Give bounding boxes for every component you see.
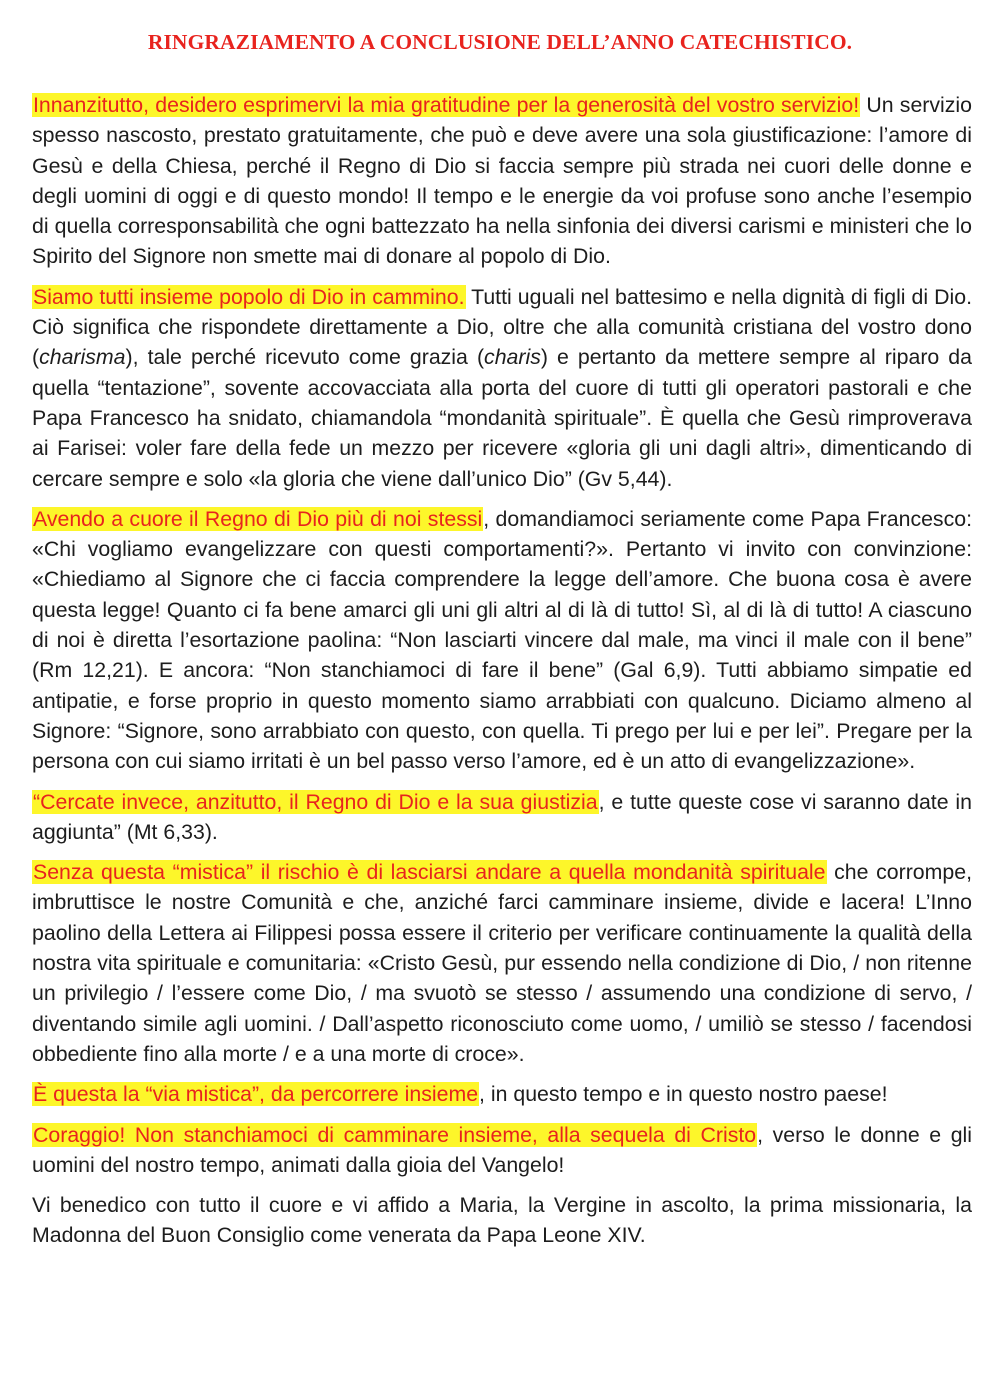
highlighted-phrase: “Cercate invece, anzitutto, il Regno di Dio e la sua giustizia bbox=[33, 789, 598, 814]
paragraph-benedizione bbox=[32, 1190, 972, 1251]
highlighted-phrase: È questa la “via mistica”, da percorrere insieme bbox=[33, 1082, 479, 1107]
italic-term: charis bbox=[484, 345, 541, 370]
highlighted-phrase: Siamo tutti insieme popolo di Dio in cammino. bbox=[33, 284, 465, 309]
document-title: RINGRAZIAMENTO A CONCLUSIONE DELL’ANNO CATECHISTICO. bbox=[147, 30, 853, 54]
document-body bbox=[32, 90, 972, 1261]
paragraph-gratitude bbox=[32, 90, 972, 272]
paragraph-text: Tutti uguali nel battesimo e nella dignità di figli di Dio. Ciò significa che rispondete direttamente a Dio, oltre che alla comunità cristiana del vostro dono ( bbox=[32, 284, 972, 370]
highlighted-phrase: Avendo a cuore il Regno di Dio più di noi stessi bbox=[33, 506, 483, 531]
paragraph-text: , in questo tempo e in questo nostro paese! bbox=[479, 1082, 888, 1107]
paragraph-text: ), tale perché ricevuto come grazia ( bbox=[125, 345, 485, 370]
paragraph-text: , verso le donne e gli uomini del nostro tempo, animati dalla gioia del Vangelo! bbox=[32, 1122, 972, 1177]
paragraph-text: Vi benedico con tutto il cuore e vi affido a Maria, la Vergine in ascolto, la prima missionaria, la Madonna del Buon Consiglio come venerata da Papa Leone XIV. bbox=[32, 1193, 972, 1248]
paragraph-text: , domandiamoci seriamente come Papa Francesco: «Chi vogliamo evangelizzare con questi comportamenti?». Pertanto vi invito con convinzione: «Chiediamo al Signore che ci faccia comprendere la legge dell’amore. Che buona cosa è avere questa legge! Quanto ci fa bene amarci gli uni gli altri al di là di tutto! Sì, al di là di tutto! A ciascuno di noi è diretta l’esortazione paolina: “Non lasciarti vincere dal male, ma vinci il male con il bene” (Rm 12,21). E ancora: “Non stanchiamoci di fare il bene” (Gal 6,9). Tutti abbiamo simpatie ed antipatie, e forse proprio in questo momento siamo arrabbiati con qualcuno. Diciamo almeno al Signore: “Signore, sono arrabbiato con questo, con quella. Ti prego per lui e per lei”. Pregare per la persona con cui siamo irritati è un bel passo verso l’amore, ed è un atto di evangelizzazione». bbox=[32, 506, 972, 774]
paragraph-mistica bbox=[32, 857, 972, 1069]
paragraph-text: che corrompe, imbruttisce le nostre Comunità e che, anziché farci camminare insieme, divide e lacera! L’Inno paolino della Lettera ai Filippesi possa essere il criterio per verificare continuamente la qualità della nostra vita spirituale e comunitaria: «Cristo Gesù, pur essendo nella condizione di Dio, / non ritenne un privilegio / l’essere come Dio, / ma svuotò se stesso / assumendo una condizione di servo, / diventando simile agli uomini. / Dall’aspetto riconosciuto come uomo, / umiliò se stesso / facendosi obbediente fino alla morte / e a una morte di croce». bbox=[32, 860, 972, 1066]
highlighted-phrase: Coraggio! Non stanchiamoci di camminare insieme, alla sequela di Cristo bbox=[33, 1122, 757, 1147]
paragraph-popolo-di-dio bbox=[32, 282, 972, 494]
highlighted-phrase: Senza questa “mistica” il rischio è di lasciarsi andare a quella mondanità spirituale bbox=[33, 860, 826, 885]
paragraph-text: Un servizio spesso nascosto, prestato gratuitamente, che può e deve avere una sola giustificazione: l’amore di Gesù e della Chiesa, perché il Regno di Dio si faccia sempre più strada nei cuori delle donne e degli uomini di oggi e di questo mondo! Il tempo e le energie da voi profuse sono anche l’esempio di quella corresponsabilità che ogni battezzato ha nella sinfonia dei diversi carismi e ministeri che lo Spirito del Signore non smette mai di donare al popolo di Dio. bbox=[32, 93, 972, 269]
highlighted-phrase: Innanzitutto, desidero esprimervi la mia gratitudine per la generosità del vostro servizio! bbox=[33, 93, 860, 117]
paragraph-text: ) e pertanto da mettere sempre al riparo da quella “tentazione”, sovente accovacciata alla porta del cuore di tutti gli operatori pastorali e che Papa Francesco ha snidato, chiamandola “mondanità spirituale”. È quella che Gesù rimproverava ai Farisei: voler fare della fede un mezzo per ricevere «gloria gli uni dagli altri», dimenticando di cercare sempre e solo «la gloria che viene dall’unico Dio” (Gv 5,44). bbox=[32, 345, 972, 491]
paragraph-coraggio bbox=[32, 1120, 972, 1181]
paragraph-via-mistica bbox=[32, 1079, 972, 1109]
paragraph-cercate bbox=[32, 787, 972, 848]
paragraph-text: , e tutte queste cose vi saranno date in aggiunta” (Mt 6,33). bbox=[32, 789, 972, 844]
paragraph-regno-di-dio bbox=[32, 504, 972, 777]
italic-term: charisma bbox=[39, 345, 126, 370]
